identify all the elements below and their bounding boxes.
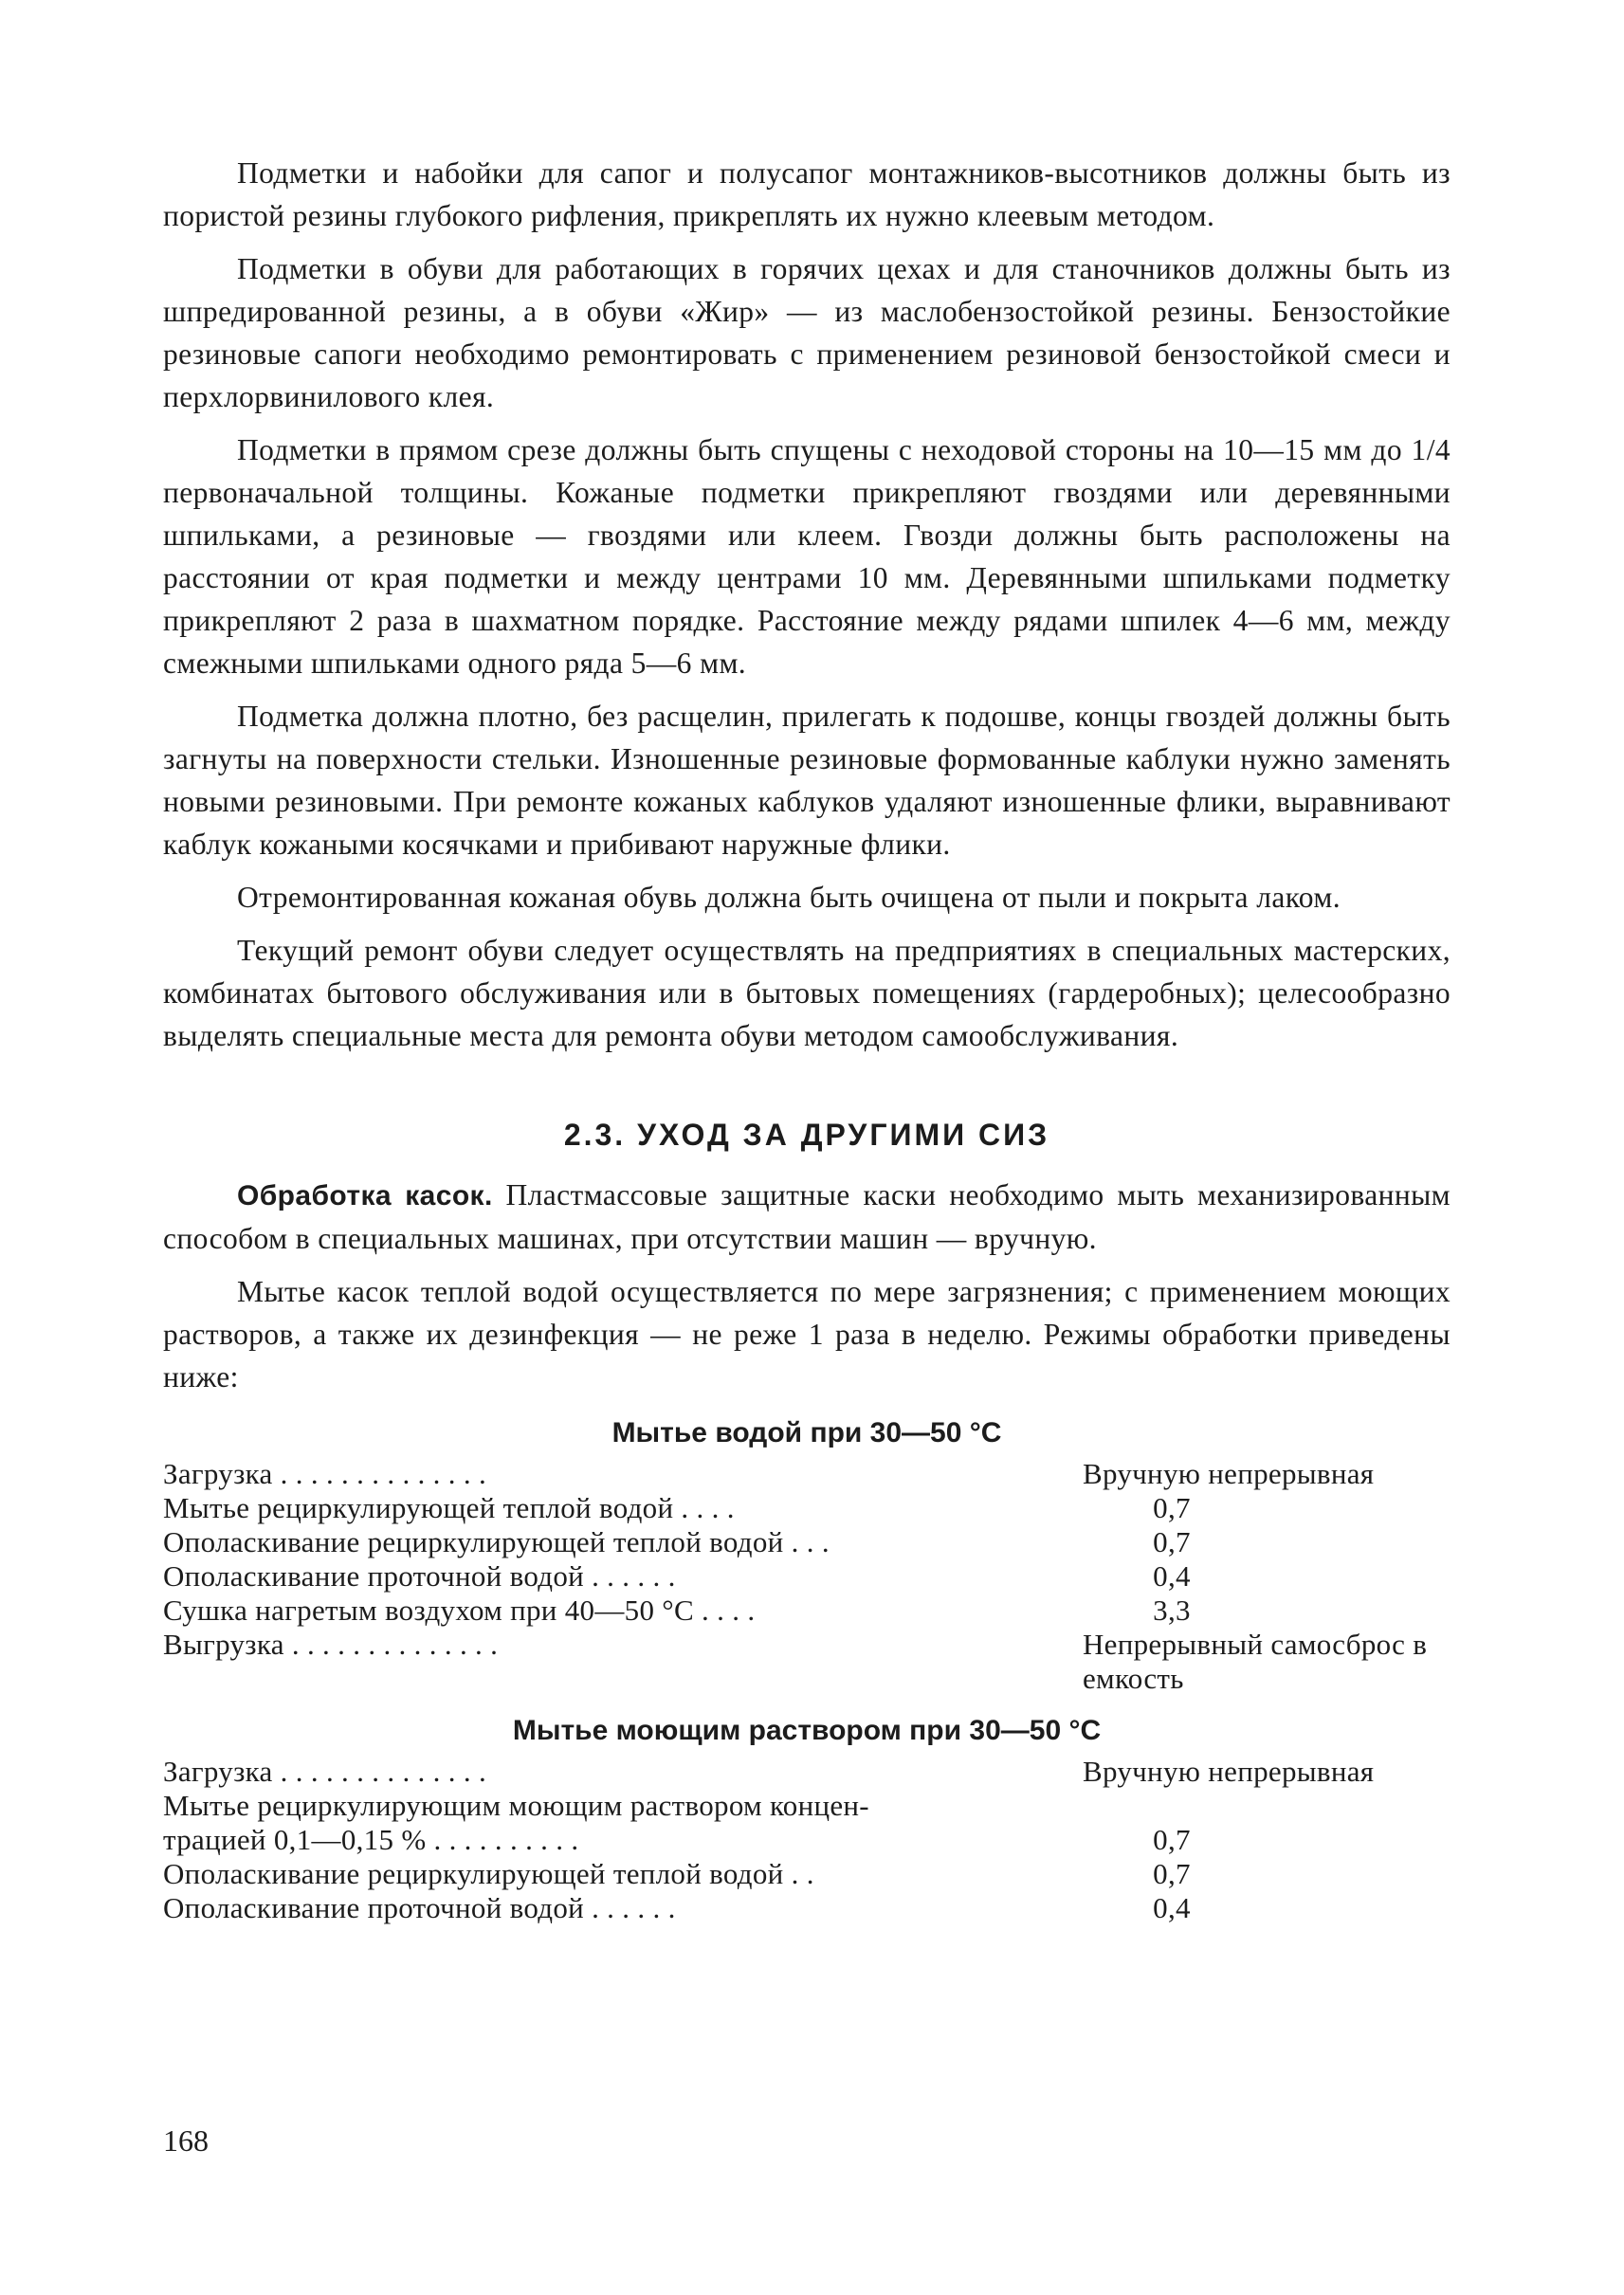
- table-row: [163, 1755, 1451, 1789]
- row-value: 0,4: [1153, 1891, 1191, 1924]
- row-label: Ополаскивание рециркулирующей теплой водой . .: [163, 1857, 814, 1890]
- row-value: 0,7: [1153, 1857, 1191, 1890]
- row-label: Загрузка . . . . . . . . . . . . . .: [163, 1457, 486, 1490]
- row-value: 0,7: [1153, 1823, 1191, 1856]
- table-row: [163, 1594, 1451, 1628]
- helmet-text: Пластмассовые защитные каски необходимо мыть механизированным способом в специальных машинах, при отсутствии машин — вручную.: [163, 1178, 1451, 1255]
- table-row: [163, 1789, 1451, 1823]
- table-row: [163, 1857, 1451, 1891]
- table1-title: Мытье водой при 30—50 °С: [611, 1417, 1002, 1448]
- paragraph-helmet-washing: Мытье касок теплой водой осуществляется по мере загрязнения; с применением моющих растворов, а также их дезинфекция — не реже 1 раза в неделю. Режимы обработки приведены ниже:: [163, 1275, 1451, 1393]
- paragraph-soles-cut: Подметки в прямом срезе должны быть спущены с неходовой стороны на 10—15 мм до 1/4 первоначальной толщины. Кожаные подметки прикрепляют гвоздями или деревянными шпильками, а резиновые — гвоздями или клеем. Гвозди должны быть расположены на расстоянии от края подметки и между центрами 10 мм. Деревянными шпильками подметку прикрепляют 2 раза в шахматном порядке. Расстояние между рядами шпилек 4—6 мм, между смежными шпильками одного ряда 5—6 мм.: [163, 433, 1451, 680]
- row-value: 0,4: [1153, 1559, 1191, 1593]
- helmet-lead: Обработка касок.: [237, 1180, 493, 1211]
- row-label: Выгрузка . . . . . . . . . . . . . .: [163, 1628, 499, 1661]
- paragraph-repair-location: Текущий ремонт обуви следует осуществлять на предприятиях в специальных мастерских, комбинатах бытового обслуживания или в бытовых помещениях (гардеробных); целесообразно выделять специальные места для ремонта обуви методом самообслуживания.: [163, 934, 1451, 1052]
- row-label: Ополаскивание проточной водой . . . . . .: [163, 1891, 676, 1924]
- page-number: 168: [163, 2123, 209, 2158]
- row-label: Ополаскивание проточной водой . . . . . .: [163, 1559, 676, 1593]
- row-label: трацией 0,1—0,15 % . . . . . . . . . .: [163, 1823, 579, 1856]
- row-label: Сушка нагретым воздухом при 40—50 °С . . . .: [163, 1594, 756, 1627]
- paragraph-leather-cleaning: Отремонтированная кожаная обувь должна быть очищена от пыли и покрыта лаком.: [237, 881, 1341, 914]
- paragraph-soles-climbers: Подметки и набойки для сапог и полусапог монтажников-высотников должны быть из пористой резины глубокого рифления, прикреплять их нужно клеевым методом.: [163, 156, 1451, 232]
- table1: [163, 1457, 1451, 1696]
- row-label: Мытье рециркулирующим моющим раствором концен-: [163, 1789, 869, 1822]
- row-label: Ополаскивание рециркулирующей теплой водой . . .: [163, 1525, 830, 1558]
- paragraph-helmet-processing: [163, 1174, 1451, 1260]
- row-value: Вручную непрерывная: [1083, 1457, 1375, 1490]
- row-value: 0,7: [1153, 1491, 1191, 1524]
- row-value: 0,7: [1153, 1525, 1191, 1558]
- body-text-top: [163, 152, 1451, 1057]
- table-row: [163, 1457, 1451, 1491]
- table-row: [163, 1491, 1451, 1525]
- table-row: [163, 1891, 1451, 1925]
- paragraph-soles-hot-shops: Подметки в обуви для работающих в горячих цехах и для станочников должны быть из шпредированной резины, а в обуви «Жир» — из маслобензостойкой резины. Бензостойкие резиновые сапоги необходимо ремонтировать с применением резиновой бензостойкой смеси и перхлорвинилового клея.: [163, 252, 1451, 413]
- section-heading: 2.3. УХОД ЗА ДРУГИМИ СИЗ: [563, 1118, 1050, 1152]
- table-row: [163, 1559, 1451, 1594]
- table2: [163, 1755, 1451, 1925]
- document-page: [163, 152, 1451, 1939]
- paragraph-soles-fit: Подметка должна плотно, без расщелин, прилегать к подошве, концы гвоздей должны быть загнуты на поверхности стельки. Изношенные резиновые формованные каблуки нужно заменять новыми резиновыми. При ремонте кожаных каблуков удаляют изношенные флики, выравнивают каблук кожаными косячками и прибивают наружные флики.: [163, 700, 1451, 861]
- row-label: Загрузка . . . . . . . . . . . . . .: [163, 1755, 486, 1788]
- table2-title: Мытье моющим раствором при 30—50 °С: [512, 1715, 1102, 1746]
- table-row: [163, 1628, 1451, 1696]
- row-value: Вручную непрерывная: [1083, 1755, 1375, 1788]
- table-row: [163, 1525, 1451, 1559]
- row-value: Непрерывный самосброс в емкость: [1083, 1628, 1428, 1695]
- row-value: 3,3: [1153, 1594, 1191, 1627]
- table-row: [163, 1823, 1451, 1857]
- row-label: Мытье рециркулирующей теплой водой . . . .: [163, 1491, 735, 1524]
